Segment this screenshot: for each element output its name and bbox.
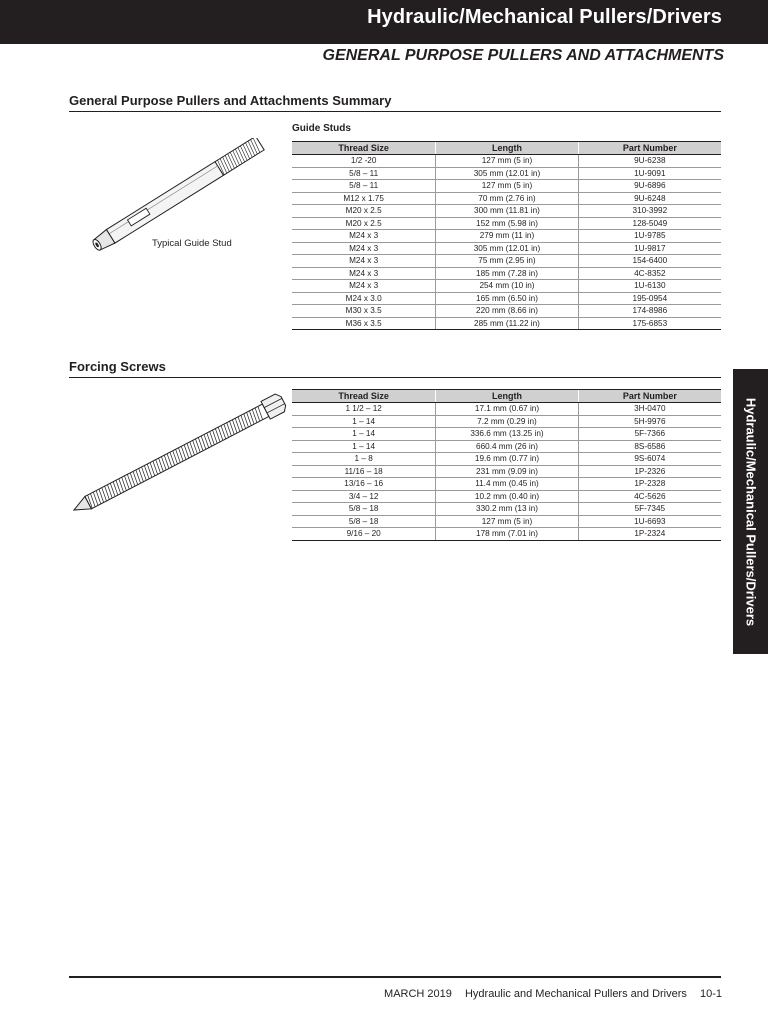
- footer: [374, 988, 722, 1000]
- column-header-thread-size: Thread Size: [292, 142, 436, 155]
- part-number-cell: 1U-9817: [578, 242, 721, 255]
- length-cell: 660.4 mm (26 in): [436, 440, 578, 453]
- thread-size-cell: 5/8 – 18: [292, 515, 436, 528]
- thread-size-cell: M36 x 3.5: [292, 317, 436, 330]
- part-number-cell: 1U-9785: [578, 230, 721, 243]
- forcing-screws-body: [292, 403, 721, 541]
- part-number-cell: 5F-7345: [578, 503, 721, 516]
- part-number-cell: 5F-7366: [578, 428, 721, 441]
- table-row: [292, 478, 721, 491]
- length-cell: 254 mm (10 in): [436, 280, 578, 293]
- guide-stud-illustration: [82, 138, 282, 258]
- table-row: [292, 155, 721, 168]
- length-cell: 10.2 mm (0.40 in): [436, 490, 578, 503]
- table-row: [292, 205, 721, 218]
- thread-size-cell: 1 – 8: [292, 453, 436, 466]
- thread-size-cell: 1 – 14: [292, 415, 436, 428]
- table-row: [292, 230, 721, 243]
- thread-size-cell: M20 x 2.5: [292, 217, 436, 230]
- thread-size-cell: 3/4 – 12: [292, 490, 436, 503]
- guide-studs-table: [292, 141, 721, 330]
- thread-size-cell: M12 x 1.75: [292, 192, 436, 205]
- length-cell: 279 mm (11 in): [436, 230, 578, 243]
- part-number-cell: 9S-6074: [578, 453, 721, 466]
- table-row: [292, 440, 721, 453]
- part-number-cell: 1P-2324: [578, 528, 721, 541]
- thread-size-cell: 11/16 – 18: [292, 465, 436, 478]
- length-cell: 300 mm (11.81 in): [436, 205, 578, 218]
- table-row: [292, 465, 721, 478]
- table-row: [292, 317, 721, 330]
- footer-date: MARCH 2019: [384, 988, 452, 1000]
- table-row: [292, 428, 721, 441]
- forcing-screws-section-title: Forcing Screws: [69, 359, 166, 374]
- part-number-cell: 174-8986: [578, 305, 721, 318]
- part-number-cell: 5H-9976: [578, 415, 721, 428]
- length-cell: 11.4 mm (0.45 in): [436, 478, 578, 491]
- part-number-cell: 1U-6130: [578, 280, 721, 293]
- table-row: [292, 503, 721, 516]
- part-number-cell: 4C-5626: [578, 490, 721, 503]
- thread-size-cell: 13/16 – 16: [292, 478, 436, 491]
- summary-section-rule: [69, 111, 721, 112]
- table-row: [292, 453, 721, 466]
- part-number-cell: 3H-0470: [578, 403, 721, 416]
- table-header-row: [292, 142, 721, 155]
- side-tab-label: Hydraulic/Mechanical Pullers/Drivers: [743, 397, 758, 626]
- length-cell: 220 mm (8.66 in): [436, 305, 578, 318]
- thread-size-cell: M24 x 3: [292, 255, 436, 268]
- thread-size-cell: 1 – 14: [292, 440, 436, 453]
- table-row: [292, 242, 721, 255]
- part-number-cell: 8S-6586: [578, 440, 721, 453]
- thread-size-cell: M24 x 3.0: [292, 292, 436, 305]
- table-header-row: [292, 390, 721, 403]
- forcing-screws-table: [292, 389, 721, 541]
- thread-size-cell: 1/2 -20: [292, 155, 436, 168]
- thread-size-cell: M24 x 3: [292, 280, 436, 293]
- table-row: [292, 490, 721, 503]
- forcing-screw-illustration: [66, 388, 288, 520]
- part-number-cell: 1P-2326: [578, 465, 721, 478]
- table-row: [292, 403, 721, 416]
- thread-size-cell: 1 1/2 – 12: [292, 403, 436, 416]
- length-cell: 305 mm (12.01 in): [436, 242, 578, 255]
- table-row: [292, 292, 721, 305]
- header-title: Hydraulic/Mechanical Pullers/Drivers: [367, 6, 722, 28]
- length-cell: 185 mm (7.28 in): [436, 267, 578, 280]
- length-cell: 285 mm (11.22 in): [436, 317, 578, 330]
- thread-size-cell: M24 x 3: [292, 242, 436, 255]
- part-number-cell: 128-5049: [578, 217, 721, 230]
- column-header-length: Length: [436, 142, 578, 155]
- column-header-length: Length: [436, 390, 578, 403]
- table-row: [292, 167, 721, 180]
- table-row: [292, 180, 721, 193]
- guide-studs-caption: Guide Studs: [292, 123, 351, 134]
- page-subheader: GENERAL PURPOSE PULLERS AND ATTACHMENTS: [322, 47, 724, 64]
- length-cell: 127 mm (5 in): [436, 515, 578, 528]
- length-cell: 19.6 mm (0.77 in): [436, 453, 578, 466]
- thread-size-cell: 5/8 – 11: [292, 180, 436, 193]
- guide-stud-caption: Typical Guide Stud: [152, 238, 232, 249]
- column-header-part-number: Part Number: [578, 142, 721, 155]
- length-cell: 17.1 mm (0.67 in): [436, 403, 578, 416]
- thread-size-cell: M24 x 3: [292, 230, 436, 243]
- thread-size-cell: 1 – 14: [292, 428, 436, 441]
- side-section-tab: [733, 369, 768, 654]
- thread-size-cell: 5/8 – 18: [292, 503, 436, 516]
- part-number-cell: 9U-6248: [578, 192, 721, 205]
- thread-size-cell: M20 x 2.5: [292, 205, 436, 218]
- part-number-cell: 1U-9091: [578, 167, 721, 180]
- part-number-cell: 9U-6896: [578, 180, 721, 193]
- part-number-cell: 154-6400: [578, 255, 721, 268]
- length-cell: 305 mm (12.01 in): [436, 167, 578, 180]
- part-number-cell: 175-6853: [578, 317, 721, 330]
- table-row: [292, 280, 721, 293]
- footer-title: Hydraulic and Mechanical Pullers and Drivers: [464, 988, 687, 1000]
- table-row: [292, 267, 721, 280]
- footer-page-number: 10-1: [699, 988, 722, 1000]
- footer-rule: [69, 976, 721, 978]
- thread-size-cell: M24 x 3: [292, 267, 436, 280]
- part-number-cell: 9U-6238: [578, 155, 721, 168]
- length-cell: 178 mm (7.01 in): [436, 528, 578, 541]
- length-cell: 127 mm (5 in): [436, 180, 578, 193]
- length-cell: 70 mm (2.76 in): [436, 192, 578, 205]
- part-number-cell: 195-0954: [578, 292, 721, 305]
- table-row: [292, 415, 721, 428]
- length-cell: 336.6 mm (13.25 in): [436, 428, 578, 441]
- length-cell: 231 mm (9.09 in): [436, 465, 578, 478]
- part-number-cell: 1U-6693: [578, 515, 721, 528]
- column-header-thread-size: Thread Size: [292, 390, 436, 403]
- length-cell: 7.2 mm (0.29 in): [436, 415, 578, 428]
- column-header-part-number: Part Number: [578, 390, 721, 403]
- length-cell: 152 mm (5.98 in): [436, 217, 578, 230]
- table-row: [292, 255, 721, 268]
- length-cell: 165 mm (6.50 in): [436, 292, 578, 305]
- length-cell: 127 mm (5 in): [436, 155, 578, 168]
- forcing-screws-section-rule: [69, 377, 721, 378]
- table-row: [292, 305, 721, 318]
- thread-size-cell: 9/16 – 20: [292, 528, 436, 541]
- table-row: [292, 192, 721, 205]
- part-number-cell: 4C-8352: [578, 267, 721, 280]
- guide-studs-body: [292, 155, 721, 330]
- part-number-cell: 310-3992: [578, 205, 721, 218]
- length-cell: 330.2 mm (13 in): [436, 503, 578, 516]
- table-row: [292, 515, 721, 528]
- summary-section-title: General Purpose Pullers and Attachments Summary: [69, 93, 392, 108]
- length-cell: 75 mm (2.95 in): [436, 255, 578, 268]
- table-row: [292, 528, 721, 541]
- thread-size-cell: M30 x 3.5: [292, 305, 436, 318]
- header-bar: [0, 0, 768, 44]
- thread-size-cell: 5/8 – 11: [292, 167, 436, 180]
- table-row: [292, 217, 721, 230]
- part-number-cell: 1P-2328: [578, 478, 721, 491]
